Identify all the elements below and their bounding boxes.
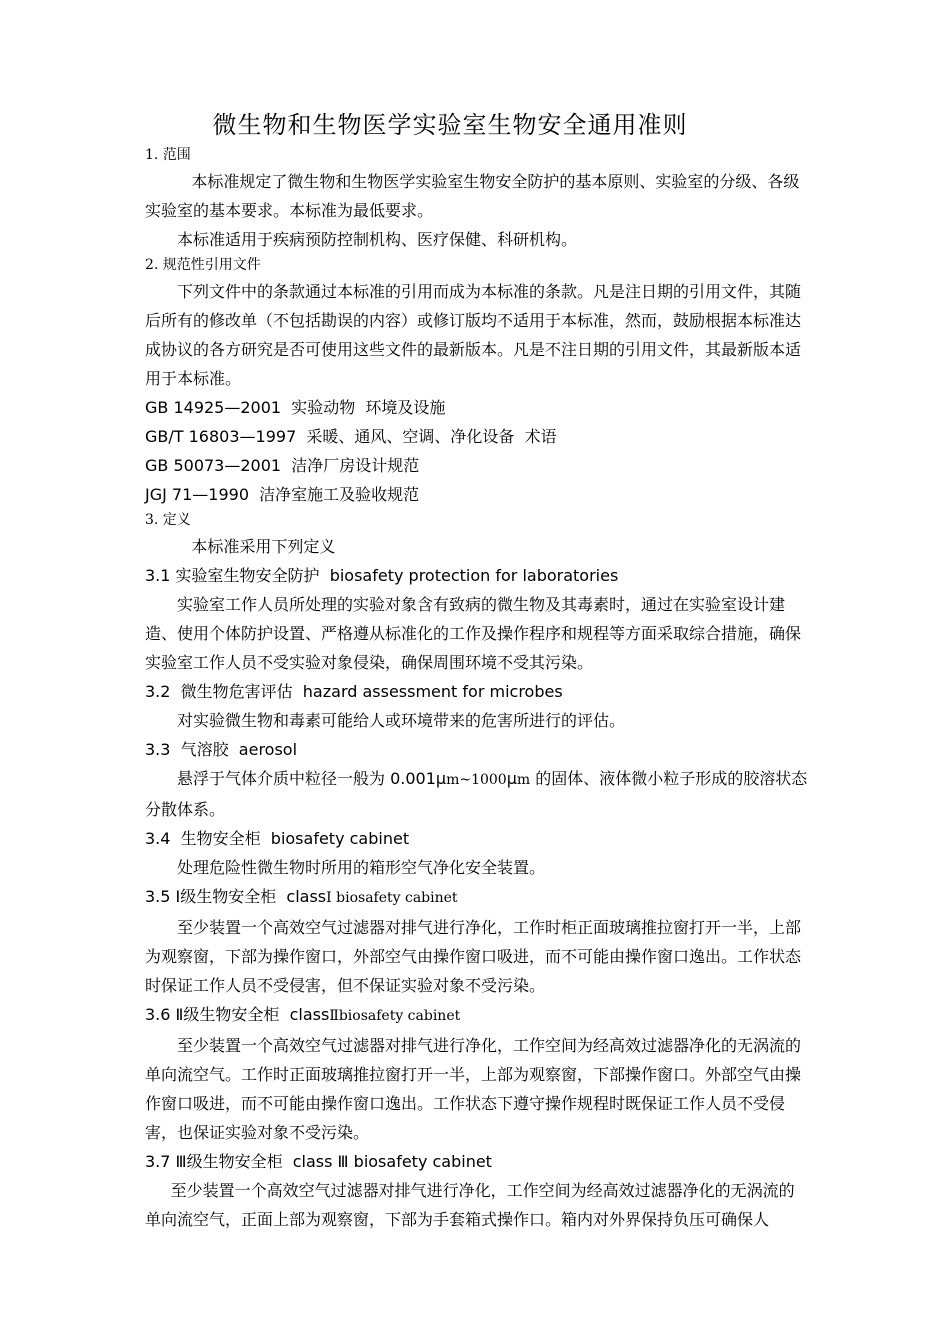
section-2-heading: 2. 规范性引用文件 (145, 257, 261, 273)
definition-body: 至少装置一个高效空气过滤器对排气进行净化，工作时柜正面玻璃推拉窗打开一半，上部为观察窗，下部为操作窗口，外部空气由操作窗口吸进，而不可能由操作窗口逸出。工作状态时保证工作人员不受侵害，但不保证实验对象不受污染。 (145, 918, 802, 995)
reference-item: GB 14925—2001 实验动物 环境及设施 (145, 398, 446, 417)
section-3-intro: 本标准采用下列定义 (191, 537, 336, 556)
text-run: Ⅱbiosafety cabinet (329, 1008, 461, 1024)
definition-body (145, 764, 810, 824)
document-title: 微生物和生物医学实验室生物安全通用准则 (212, 111, 688, 139)
document-body (145, 144, 810, 1234)
definition-body: 对实验微生物和毒素可能给人或环境带来的危害所进行的评估。 (177, 711, 626, 730)
text-run: 3.5 Ⅰ级生物安全柜 class (145, 887, 327, 906)
text-run: 3.6 Ⅱ级生物安全柜 class (145, 1005, 330, 1024)
definition-term: 3.2 微生物危害评估 hazard assessment for microbes (145, 682, 563, 701)
text-run: 的固体、液体微小粒子形成的胶溶状态分散体系。 (145, 769, 808, 819)
reference-item: GB 50073—2001 洁净厂房设计规范 (145, 456, 420, 475)
reference-item: GB/T 16803—1997 采暖、通风、空调、净化设备 术语 (145, 427, 557, 446)
definition-body: 至少装置一个高效空气过滤器对排气进行净化，工作空间为经高效过滤器净化的无涡流的单向流空气。工作时正面玻璃推拉窗打开一半，上部为观察窗，下部操作窗口。外部空气由操作窗口吸进，而不可能由操作窗口逸出。工作状态下遵守操作规程时既保证工作人员不受侵害，也保证实验对象不受污染。 (145, 1036, 802, 1142)
text-run: m (516, 772, 531, 788)
definition-term: 3.1 实验室生物安全防护 biosafety protection for laboratories (145, 566, 619, 585)
section-1-heading: 1. 范围 (145, 147, 191, 163)
definition-term: 3.3 气溶胶 aerosol (145, 740, 298, 759)
definition-term (145, 1000, 810, 1031)
definition-body: 处理危险性微生物时所用的箱形空气净化安全装置。 (177, 858, 546, 877)
definition-term: 3.7 Ⅲ级生物安全柜 class Ⅲ biosafety cabinet (145, 1152, 492, 1171)
text-run: Ⅰ biosafety cabinet (326, 890, 458, 906)
definition-body: 实验室工作人员所处理的实验对象含有致病的微生物及其毒素时，通过在实验室设计建造、使用个体防护设置、严格遵从标准化的工作及操作程序和规程等方面采取综合措施，确保实验室工作人员不受实验对象侵染，确保周围环境不受其污染。 (145, 595, 802, 672)
definition-body: 至少装置一个高效空气过滤器对排气进行净化，工作空间为经高效过滤器净化的无涡流的单向流空气，正面上部为观察窗，下部为手套箱式操作口。箱内对外界保持负压可确保人 (145, 1181, 795, 1229)
section-2-paragraph-1: 下列文件中的条款通过本标准的引用而成为本标准的条款。凡是注日期的引用文件，其随后所有的修改单（不包括勘误的内容）或修订版均不适用于本标准，然而，鼓励根据本标准达成协议的各方研究是否可使用这些文件的最新版本。凡是不注日期的引用文件，其最新版本适用于本标准。 (145, 282, 802, 388)
text-run: μ (506, 769, 517, 788)
text-run: m~1000 (446, 772, 507, 788)
definition-term (145, 882, 810, 913)
section-3-heading: 3. 定义 (145, 512, 191, 528)
section-1-paragraph-2: 本标准适用于疾病预防控制机构、医疗保健、科研机构。 (177, 230, 578, 249)
section-1-paragraph-1: 本标准规定了微生物和生物医学实验室生物安全防护的基本原则、实验室的分级、各级实验室的基本要求。本标准为最低要求。 (145, 172, 800, 220)
reference-item: JGJ 71—1990 洁净室施工及验收规范 (145, 485, 420, 504)
definition-term: 3.4 生物安全柜 biosafety cabinet (145, 829, 410, 848)
text-run: 悬浮于气体介质中粒径一般为 0.001μ (177, 769, 447, 788)
